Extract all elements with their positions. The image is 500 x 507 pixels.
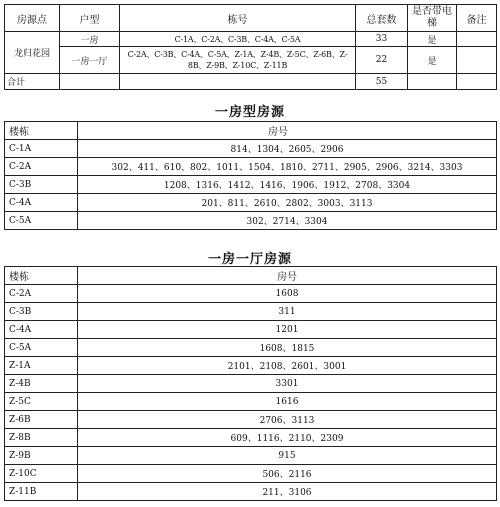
section-title-one-room-one-hall: 一房一厅房源 <box>207 252 292 267</box>
rooms-cell: 2706、3113 <box>78 411 497 429</box>
header-site: 房源点 <box>5 5 60 32</box>
header-building: 楼栋 <box>5 122 78 140</box>
table-row <box>5 176 497 194</box>
building-cell: C-2A <box>5 158 78 176</box>
one-room-table <box>4 121 497 230</box>
building-cell: C-5A <box>5 212 78 230</box>
header-elevator: 是否带电梯 <box>408 5 457 32</box>
building-cell: Z-11B <box>5 483 78 501</box>
table-row <box>5 429 497 447</box>
total-empty <box>60 74 120 90</box>
building-cell: Z-4B <box>5 375 78 393</box>
rooms-cell: 506、2116 <box>78 465 497 483</box>
header-note: 备注 <box>457 5 497 32</box>
summary-elevator: 是 <box>408 47 457 74</box>
building-cell: C-5A <box>5 339 78 357</box>
building-cell: C-3B <box>5 303 78 321</box>
one-room-one-hall-body <box>5 285 497 501</box>
building-cell: Z-9B <box>5 447 78 465</box>
table-row <box>5 375 497 393</box>
total-empty <box>408 74 457 90</box>
table-row <box>5 158 497 176</box>
table-row <box>5 447 497 465</box>
rooms-cell: 211、3106 <box>78 483 497 501</box>
summary-row <box>5 47 497 74</box>
rooms-cell: 3301 <box>78 375 497 393</box>
rooms-cell: 201、811、2610、2802、3003、3113 <box>78 194 497 212</box>
rooms-cell: 1201 <box>78 321 497 339</box>
summary-header-row <box>5 5 497 32</box>
table-row <box>5 411 497 429</box>
building-cell: Z-5C <box>5 393 78 411</box>
summary-buildings: C-1A、C-2A、C-3B、C-4A、C-5A <box>120 32 356 47</box>
rooms-cell: 1616 <box>78 393 497 411</box>
community-name: 龙归花园 <box>5 32 60 74</box>
building-cell: C-4A <box>5 194 78 212</box>
table-row <box>5 303 497 321</box>
building-cell: C-2A <box>5 285 78 303</box>
summary-type: 一房 <box>60 32 120 47</box>
header-buildings: 栋号 <box>120 5 356 32</box>
one-room-one-hall-table <box>4 266 497 501</box>
header-building: 楼栋 <box>5 267 78 285</box>
table-row <box>5 140 497 158</box>
rooms-cell: 1608 <box>78 285 497 303</box>
building-cell: Z-6B <box>5 411 78 429</box>
table-row <box>5 194 497 212</box>
rooms-cell: 609、1116、2110、2309 <box>78 429 497 447</box>
summary-count: 22 <box>356 47 408 74</box>
building-cell: C-1A <box>5 140 78 158</box>
one-room-one-hall-header-row <box>5 267 497 285</box>
building-cell: C-4A <box>5 321 78 339</box>
header-rooms: 房号 <box>78 267 497 285</box>
rooms-cell: 2101、2108、2601、3001 <box>78 357 497 375</box>
building-cell: C-3B <box>5 176 78 194</box>
building-cell: Z-10C <box>5 465 78 483</box>
summary-type: 一房一厅 <box>60 47 120 74</box>
building-cell: Z-1A <box>5 357 78 375</box>
summary-buildings: C-2A、C-3B、C-4A、C-5A、Z-1A、Z-4B、Z-5C、Z-6B、Z-8B、Z-9B、Z-10C、Z-11B <box>120 47 356 74</box>
rooms-cell: 1208、1316、1412、1416、1906、1912、2708、3304 <box>78 176 497 194</box>
rooms-cell: 302、2714、3304 <box>78 212 497 230</box>
total-empty <box>120 74 356 90</box>
section-title-one-room: 一房型房源 <box>214 105 285 120</box>
one-room-header-row <box>5 122 497 140</box>
table-row <box>5 285 497 303</box>
summary-total-row <box>5 74 497 90</box>
table-row <box>5 321 497 339</box>
header-type: 户型 <box>60 5 120 32</box>
table-row <box>5 393 497 411</box>
summary-table <box>4 4 497 90</box>
total-count: 55 <box>356 74 408 90</box>
summary-count: 33 <box>356 32 408 47</box>
rooms-cell: 311 <box>78 303 497 321</box>
rooms-cell: 814、1304、2605、2906 <box>78 140 497 158</box>
rooms-cell: 302、411、610、802、1011、1504、1810、2711、2905、2906、3214、3303 <box>78 158 497 176</box>
rooms-cell: 1608、1815 <box>78 339 497 357</box>
summary-elevator: 是 <box>408 32 457 47</box>
header-count: 总套数 <box>356 5 408 32</box>
table-row <box>5 212 497 230</box>
total-label: 合计 <box>5 74 60 90</box>
rooms-cell: 915 <box>78 447 497 465</box>
table-row <box>5 357 497 375</box>
building-cell: Z-8B <box>5 429 78 447</box>
summary-row <box>5 32 497 47</box>
table-row <box>5 339 497 357</box>
total-empty <box>457 74 497 90</box>
header-rooms: 房号 <box>78 122 497 140</box>
table-row <box>5 465 497 483</box>
summary-note <box>457 32 497 47</box>
summary-note <box>457 47 497 74</box>
one-room-body <box>5 140 497 230</box>
table-row <box>5 483 497 501</box>
